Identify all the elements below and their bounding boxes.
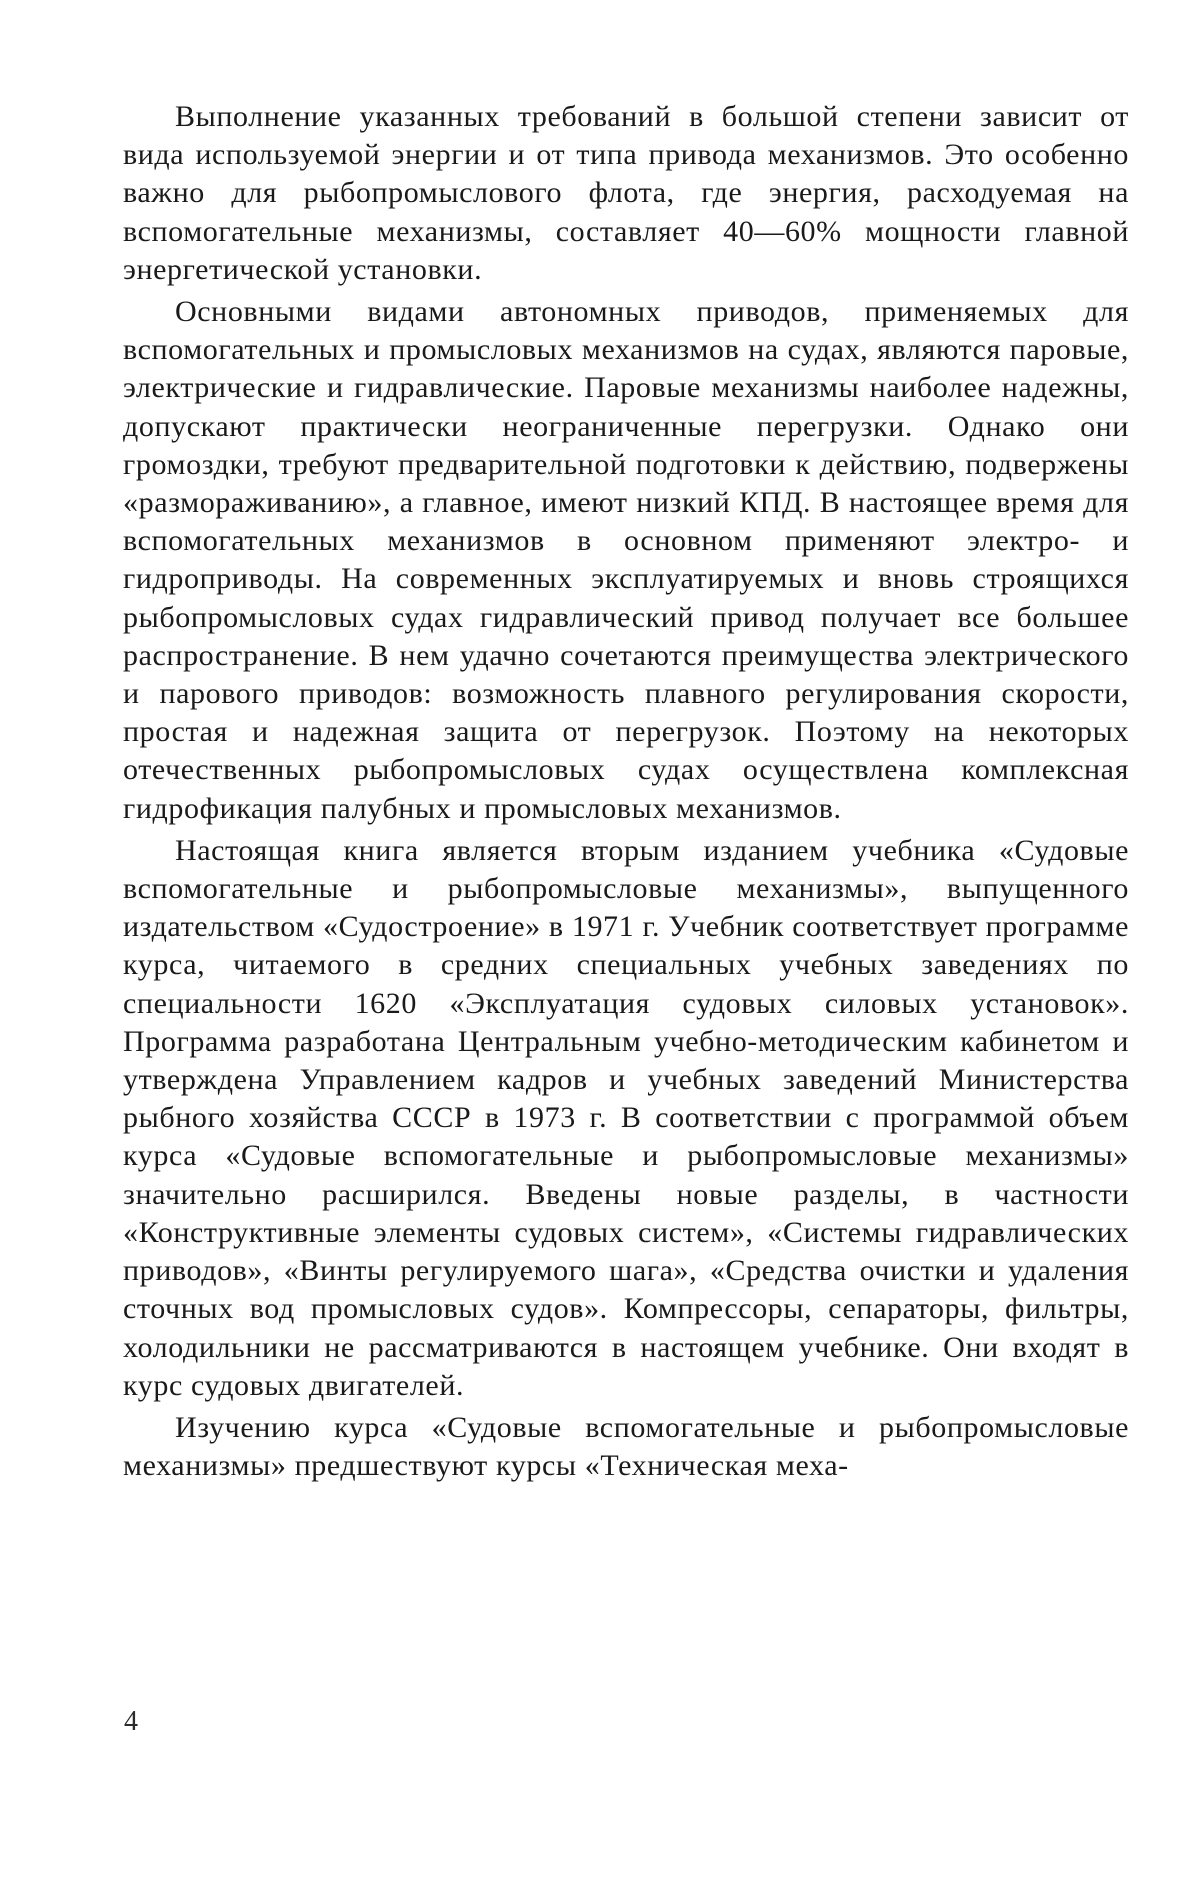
paragraph-2: Основными видами автономных приводов, применяемых для вспомогательных и промысловых механизмов на судах, являются паровые, электрические и гидравлические. Паровые механизмы наиболее надежны, допускают практически неограниченные перегрузки. Однако они громоздки, требуют предварительной подготовки к действию, подвержены «размораживанию», а главное, имеют низкий КПД. В настоящее время для вспомогательных механизмов в основном применяют электро- и гидроприводы. На современных эксплуатируемых и вновь строящихся рыбопромысловых судах гидравлический привод получает все большее распространение. В нем удачно сочетаются преимущества электрического и парового приводов: возможность плавного регулирования скорости, простая и надежная защита от перегрузок. Поэтому на некоторых отечественных рыбопромысловых судах осуществлена комплексная гидрофикация палубных и промысловых механизмов. (123, 295, 1129, 825)
paragraph-4: Изучению курса «Судовые вспомогательные и рыбопромысловые механизмы» предшествуют курсы «Техническая меха- (123, 1410, 1129, 1483)
page-number: 4 (124, 1706, 138, 1737)
paragraph-3: Настоящая книга является вторым изданием учебника «Судовые вспомогательные и рыбопромысловые механизмы», выпущенного издательством «Судостроение» в 1971 г. Учебник соответствует программе курса, читаемого в средних специальных учебных заведениях по специальности 1620 «Эксплуатация судовых силовых установок». Программа разработана Центральным учебно-методическим кабинетом и утверждена Управлением кадров и учебных заведений Министерства рыбного хозяйства СССР в 1973 г. В соответствии с программой объем курса «Судовые вспомогательные и рыбопромысловые механизмы» значительно расширился. Введены новые разделы, в частности «Конструктивные элементы судовых систем», «Системы гидравлических приводов», «Винты регулируемого шага», «Средства очистки и удаления сточных вод промысловых судов». Компрессоры, сепараторы, фильтры, холодильники не рассматриваются в настоящем учебнике. Они входят в курс судовых двигателей. (123, 833, 1129, 1402)
paragraph-1: Выполнение указанных требований в большой степени зависит от вида используемой энергии и от типа привода механизмов. Это особенно важно для рыбопромыслового флота, где энергия, расходуемая на вспомогательные механизмы, составляет 40—60% мощности главной энергетической установки. (123, 100, 1129, 286)
body-text (123, 98, 1129, 1489)
